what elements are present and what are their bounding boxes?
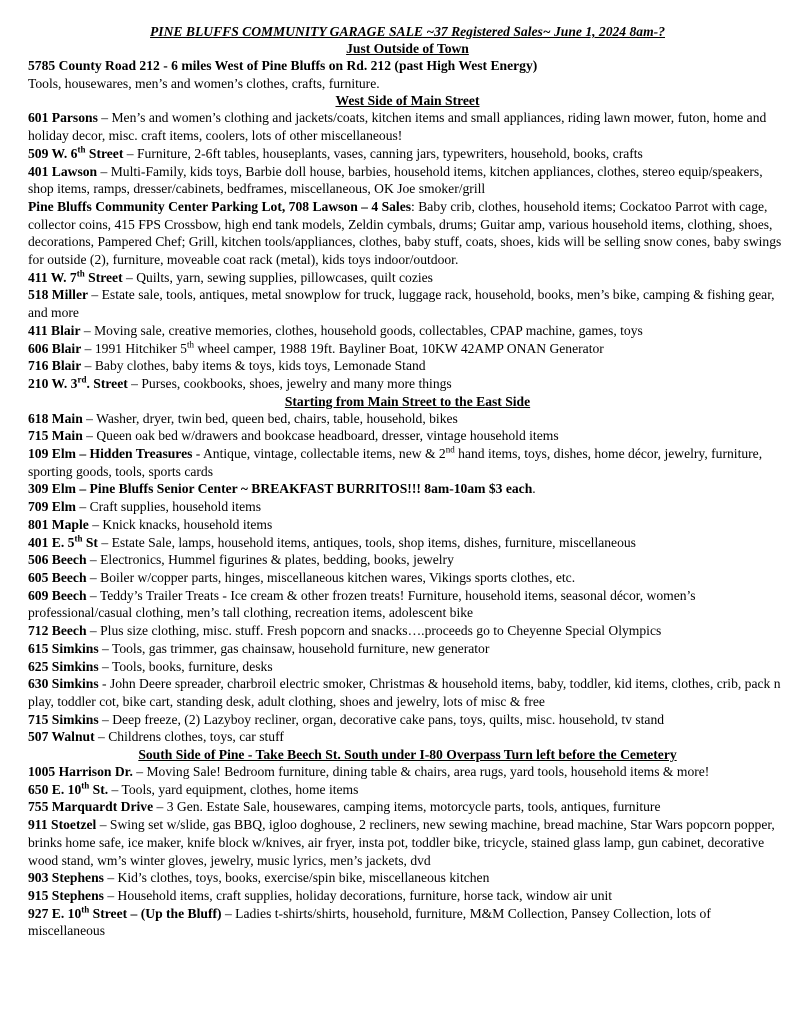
- sale-items: – Tools, books, furniture, desks: [98, 658, 273, 674]
- sale-address: 927 E. 10th Street – (Up the Bluff): [28, 904, 222, 921]
- sale-address: 507 Walnut: [28, 729, 95, 745]
- sale-address: 518 Miller: [28, 287, 89, 303]
- sale-entry: [28, 410, 787, 428]
- ordinal-suffix: th: [77, 144, 86, 155]
- sale-entry: [28, 322, 787, 340]
- sale-entry: [28, 109, 787, 144]
- sale-entry: [28, 887, 787, 905]
- sale-items: - John Deere spreader, charbroil electric smoker, Christmas & household items, baby, toddler, kid items, clothes, crib, pack n play, toddler cot, bike cart, standing desk, adult clothing, shoes and jewelry, lots of misc & free: [28, 676, 781, 709]
- sale-entry: [28, 711, 787, 729]
- sale-entry: [28, 551, 787, 569]
- sale-entry: [28, 763, 787, 781]
- ordinal-suffix: th: [81, 904, 90, 915]
- sale-address: 606 Blair: [28, 340, 82, 356]
- section-heading: Just Outside of Town: [346, 41, 469, 56]
- ordinal-suffix: rd: [77, 374, 87, 385]
- sale-entry: [28, 198, 787, 269]
- section-heading: South Side of Pine - Take Beech St. South under I-80 Overpass Turn left before the Cemetery: [138, 747, 677, 763]
- sale-entry: [28, 798, 787, 816]
- sale-entry: [28, 569, 787, 587]
- sale-address: 401 E. 5th St: [28, 533, 98, 550]
- sale-address: 615 Simkins: [28, 640, 99, 656]
- sale-entry: [28, 427, 787, 445]
- sale-address: 903 Stephens: [28, 870, 104, 886]
- sale-entry: [28, 480, 787, 498]
- sale-address: 506 Beech: [28, 552, 87, 568]
- sale-address: 801 Maple: [28, 516, 89, 532]
- sale-address: 911 Stoetzel: [28, 817, 97, 833]
- sale-items: .: [532, 481, 536, 497]
- sale-items: – Moving Sale! Bedroom furniture, dining table & chairs, area rugs, yard tools, household items & more!: [132, 764, 710, 780]
- sale-entry: [28, 728, 787, 746]
- sale-entry: [28, 375, 787, 393]
- sale-items: – Men’s and women’s clothing and jackets/coats, kitchen items and small appliances, riding lawn mower, futon, home and holiday decor, misc. craft items, coolers, lots of other miscellaneous!: [28, 110, 767, 144]
- sale-address: 618 Main: [28, 410, 83, 426]
- sale-entry: [28, 163, 787, 198]
- sale-items: – Washer, dryer, twin bed, queen bed, chairs, table, household, bikes: [82, 410, 458, 426]
- sale-items: – 3 Gen. Estate Sale, housewares, camping items, motorcycle parts, tools, antiques, furniture: [153, 799, 661, 815]
- sale-items: – Purses, cookbooks, shoes, jewelry and many more things: [127, 375, 452, 391]
- sale-address: 401 Lawson: [28, 163, 98, 179]
- sale-items: – Knick knacks, household items: [88, 516, 273, 532]
- sale-entry: [28, 269, 787, 287]
- sale-address: 411 Blair: [28, 322, 81, 338]
- sale-entry: [28, 516, 787, 534]
- sale-address: 109 Elm – Hidden Treasures: [28, 446, 193, 462]
- sections-container: [28, 40, 787, 940]
- sale-address: 915 Stephens: [28, 887, 104, 903]
- sale-items: – Ladies t-shirts/shirts, household, furniture, M&M Collection, Pansey Collection, lots of miscellaneous: [28, 905, 711, 939]
- sale-items: - Antique, vintage, collectable items, new & 2nd hand items, toys, dishes, home décor, jewelry, furniture, sporting goods, tools, sports cards: [28, 444, 763, 479]
- sale-items: – Estate sale, tools, antiques, metal snowplow for truck, luggage rack, household, books, men’s bike, camping & fishing gear, and more: [28, 287, 775, 321]
- sale-items: – Deep freeze, (2) Lazyboy recliner, organ, decorative cake pans, toys, quilts, misc. household, tv stand: [98, 711, 665, 727]
- document-title: PINE BLUFFS COMMUNITY GARAGE SALE ~37 Registered Sales~ June 1, 2024 8am-?: [150, 24, 665, 39]
- sale-entry: [28, 57, 787, 92]
- sale-entry: [28, 622, 787, 640]
- sale-address: 601 Parsons: [28, 110, 98, 126]
- sale-entry: [28, 640, 787, 658]
- sale-items: – Swing set w/slide, gas BBQ, igloo doghouse, 2 recliners, new sewing machine, bread machine, Star Wars popcorn popper, brinks home safe, ice maker, knife block w/knives, air fryer, insta pot, toddler bike, tricycle, stained glass lamp, gun cabinet, decorative wood stand, wm’s winter gloves, jewelry, music lyrics, men’s jackets, dvd: [28, 817, 775, 868]
- sale-entry: [28, 145, 787, 163]
- sale-address: 509 W. 6th Street: [28, 144, 124, 161]
- sale-items: : Baby crib, clothes, household items; Cockatoo Parrot with cage, collector coins, 415 FPS Crossbow, high end tank models, Zeldin cymbals, drums; Guitar amp, various household items, clothing, shoes, decorations, Pampered Chef; Grill, kitchen tools/appliances, clothes, baby stuff, coats, shoes, kids will be selling snow cones, baby swings for outside (2), furniture, moveable coat rack (metal), kids toys indoor/outdoor.: [28, 198, 782, 268]
- ordinal-suffix: nd: [445, 444, 455, 455]
- sale-items: – Quilts, yarn, sewing supplies, pillowcases, quilt cozies: [122, 269, 433, 285]
- sale-entry: [28, 869, 787, 887]
- sale-entry: [28, 675, 787, 710]
- sale-address: 1005 Harrison Dr.: [28, 764, 133, 780]
- sale-address: 411 W. 7th Street: [28, 268, 123, 285]
- ordinal-suffix: th: [76, 268, 85, 279]
- sale-entry: [28, 445, 787, 480]
- sale-entry: [28, 658, 787, 676]
- sale-items: – Estate Sale, lamps, household items, antiques, tools, shop items, dishes, furniture, miscellaneous: [97, 534, 636, 550]
- section-heading: West Side of Main Street: [335, 93, 480, 109]
- sale-address: 650 E. 10th St.: [28, 780, 109, 797]
- sale-address: 5785 County Road 212 - 6 miles West of Pine Bluffs on Rd. 212 (past High West Energy): [28, 58, 538, 73]
- sale-address: 210 W. 3rd. Street: [28, 374, 128, 391]
- sale-items: – Teddy’s Trailer Treats - Ice cream & other frozen treats! Furniture, household items, seasonal décor, women’s professional/casual clothing, men’s tall clothing, recreation items, adolescent bike: [28, 587, 696, 621]
- sale-items: – Boiler w/copper parts, hinges, miscellaneous kitchen wares, Vikings sports clothes, etc.: [86, 569, 576, 585]
- sale-items: – 1991 Hitchiker 5th wheel camper, 1988 19ft. Bayliner Boat, 10KW 42AMP ONAN Generator: [81, 339, 604, 356]
- sale-items: – Plus size clothing, misc. stuff. Fresh popcorn and snacks….proceeds go to Cheyenne Special Olympics: [86, 623, 662, 639]
- sale-items: – Queen oak bed w/drawers and bookcase headboard, dresser, vintage household items: [82, 428, 559, 444]
- sale-entry: [28, 816, 787, 869]
- sale-address: 712 Beech: [28, 623, 87, 639]
- sale-entry: [28, 587, 787, 622]
- sale-items: – Craft supplies, household items: [75, 499, 261, 515]
- sale-entry: [28, 357, 787, 375]
- sale-entry: [28, 498, 787, 516]
- sale-items: – Multi-Family, kids toys, Barbie doll house, barbies, household items, kitchen appliances, clothes, stereo equip/speakers, shop items, ramps, dresser/cabinets, bedframes, miscellaneous, OK Joe smoker/grill: [28, 163, 763, 197]
- sale-address: 709 Elm: [28, 499, 76, 515]
- sale-items: – Kid’s clothes, toys, books, exercise/spin bike, miscellaneous kitchen: [103, 870, 490, 886]
- sale-items: – Moving sale, creative memories, clothes, household goods, collectables, CPAP machine, games, toys: [80, 322, 643, 338]
- sale-address: 715 Main: [28, 428, 83, 444]
- sale-items: – Tools, gas trimmer, gas chainsaw, household furniture, new generator: [98, 640, 490, 656]
- sale-address: 309 Elm – Pine Bluffs Senior Center ~ BREAKFAST BURRITOS!!! 8am-10am $3 each: [28, 481, 533, 497]
- sale-items: – Electronics, Hummel figurines & plates, bedding, books, jewelry: [86, 552, 454, 568]
- sale-entry: [28, 534, 787, 552]
- sale-address: 716 Blair: [28, 358, 82, 374]
- ordinal-suffix: th: [74, 533, 83, 544]
- section-heading: Starting from Main Street to the East Side: [284, 393, 531, 409]
- sale-items: Tools, housewares, men’s and women’s clothes, crafts, furniture.: [28, 75, 380, 91]
- ordinal-suffix: th: [81, 780, 90, 791]
- sale-items: – Baby clothes, baby items & toys, kids toys, Lemonade Stand: [81, 358, 426, 374]
- sale-entry: [28, 340, 787, 358]
- sale-items: – Childrens clothes, toys, car stuff: [94, 729, 284, 745]
- sale-entry: [28, 286, 787, 321]
- sale-address: 625 Simkins: [28, 658, 99, 674]
- sale-address: 609 Beech: [28, 587, 87, 603]
- sale-items: – Furniture, 2-6ft tables, houseplants, vases, canning jars, typewriters, household, books, crafts: [123, 145, 643, 161]
- sale-address: 630 Simkins: [28, 676, 99, 692]
- sale-entry: [28, 905, 787, 940]
- sale-address: 605 Beech: [28, 569, 87, 585]
- sale-items: – Tools, yard equipment, clothes, home items: [108, 781, 359, 797]
- sale-address: Pine Bluffs Community Center Parking Lot, 708 Lawson – 4 Sales: [28, 198, 412, 214]
- sale-address: 755 Marquardt Drive: [28, 799, 154, 815]
- ordinal-suffix: th: [186, 339, 194, 350]
- sale-entry: [28, 781, 787, 799]
- sale-items: – Household items, craft supplies, holiday decorations, furniture, horse tack, window air unit: [103, 887, 613, 903]
- sale-address: 715 Simkins: [28, 711, 99, 727]
